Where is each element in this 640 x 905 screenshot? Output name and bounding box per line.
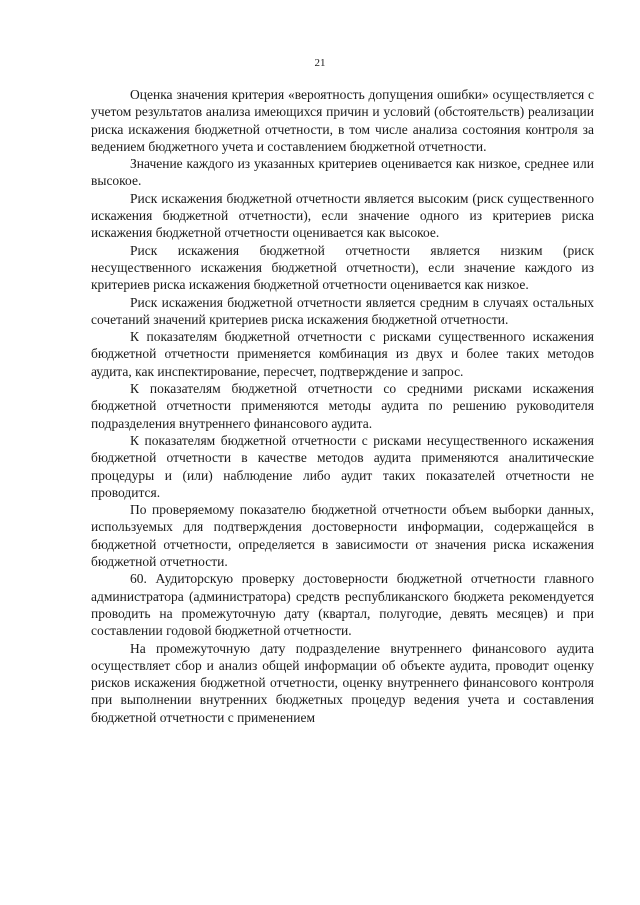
page-number: 21 [314, 57, 326, 69]
paragraph: На промежуточную дату подразделение внутреннего финансового аудита осуществляет сбор и анализ общей информации об объекте аудита, проводит оценку рисков искажения бюджетной отчетности, оценку внутреннего финансового контроля при выполнении внутренних бюджетных процедур ведения учета и составления бюджетной отчетности с применением [91, 640, 594, 725]
body-text [91, 86, 594, 726]
paragraph: Риск искажения бюджетной отчетности является средним в случаях остальных сочетаний значений критериев риска искажения бюджетной отчетности. [91, 294, 594, 327]
paragraph: К показателям бюджетной отчетности со средними рисками искажения бюджетной отчетности применяются методы аудита по решению руководителя подразделения внутреннего финансового аудита. [91, 381, 594, 431]
paragraph: К показателям бюджетной отчетности с рисками несущественного искажения бюджетной отчетности в качестве методов аудита применяются аналитические процедуры и (или) наблюдение либо аудит таких показателей отчетности не проводится. [91, 432, 594, 500]
numbered-paragraph-60: 60. Аудиторскую проверку достоверности бюджетной отчетности главного администратора (администратора) средств республиканского бюджета рекомендуется проводить на промежуточную дату (квартал, полугодие, девять месяцев) и при составлении годовой бюджетной отчетности. [91, 571, 594, 639]
paragraph: Значение каждого из указанных критериев оценивается как низкое, среднее или высокое. [91, 156, 594, 189]
paragraph: Риск искажения бюджетной отчетности является низким (риск несущественного искажения бюджетной отчетности), если значение каждого из критериев риска искажения бюджетной отчетности оценивается как низкое. [91, 242, 594, 293]
paragraph: По проверяемому показателю бюджетной отчетности объем выборки данных, используемых для подтверждения достоверности информации, содержащейся в бюджетной отчетности, определяется в зависимости от значения риска искажения бюджетной отчетности. [91, 502, 594, 570]
paragraph: К показателям бюджетной отчетности с рисками существенного искажения бюджетной отчетности применяется комбинация из двух и более таких методов аудита, как инспектирование, пересчет, подтверждение и запрос. [91, 329, 594, 379]
paragraph: Оценка значения критерия «вероятность допущения ошибки» осуществляется с учетом результатов анализа имеющихся причин и условий (обстоятельств) реализации риска искажения бюджетной отчетности, в том числе анализа состояния контроля за ведением бюджетного учета и составлением бюджетной отчетности. [91, 87, 594, 154]
paragraph: Риск искажения бюджетной отчетности является высоким (риск существенного искажения бюджетной отчетности), если значение одного из критериев риска искажения бюджетной отчетности оценивается как высокое. [91, 190, 594, 241]
